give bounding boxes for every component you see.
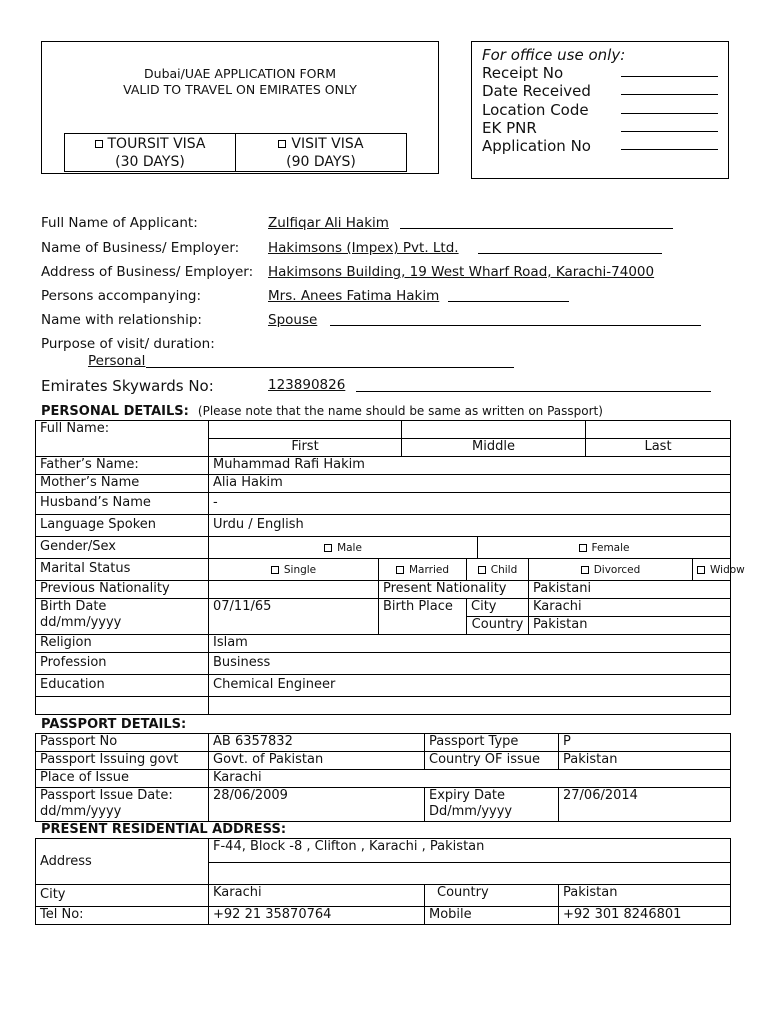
- checkbox-icon[interactable]: [581, 566, 589, 574]
- passport-no-value[interactable]: AB 6357832: [209, 734, 425, 752]
- marital-divorced-option[interactable]: Divorced: [529, 559, 693, 581]
- persons-accompanying-value[interactable]: Mrs. Anees Fatima Hakim: [268, 288, 440, 304]
- last-name-field[interactable]: [586, 421, 731, 439]
- purpose-row: [41, 336, 215, 352]
- location-code-label: Location Code: [482, 100, 589, 119]
- religion-value[interactable]: Islam: [209, 635, 731, 653]
- language-value[interactable]: Urdu / English: [209, 515, 731, 537]
- personal-details-table: [35, 420, 745, 715]
- education-label: Education: [36, 675, 209, 697]
- middle-name-field[interactable]: [402, 421, 586, 439]
- checkbox-icon[interactable]: [95, 140, 103, 148]
- mothers-name-label: Mother’s Name: [36, 475, 209, 493]
- marital-widow-option[interactable]: Widow: [693, 559, 731, 581]
- place-of-issue-value[interactable]: Karachi: [209, 770, 731, 788]
- passport-no-label: Passport No: [36, 734, 209, 752]
- receipt-no-field[interactable]: [621, 64, 718, 77]
- marital-married-option[interactable]: Married: [379, 559, 467, 581]
- tourist-visa-option[interactable]: [65, 134, 235, 171]
- husband-name-value[interactable]: -: [209, 493, 731, 515]
- passport-details-title: PASSPORT DETAILS:: [41, 717, 187, 732]
- issue-date-label: Passport Issue Date: dd/mm/yyyy: [36, 788, 209, 822]
- tourist-visa-label: TOURSIT VISA: [107, 136, 206, 152]
- checkbox-icon[interactable]: [396, 566, 404, 574]
- applicant-name-value[interactable]: Zulfiqar Ali Hakim: [268, 215, 389, 231]
- birth-date-label: Birth Date dd/mm/yyyy: [36, 599, 209, 635]
- tel-value[interactable]: +92 21 35870764: [209, 907, 425, 925]
- birth-city-value[interactable]: Karachi: [529, 599, 731, 617]
- visit-visa-label: VISIT VISA: [291, 136, 364, 152]
- mobile-value[interactable]: +92 301 8246801: [559, 907, 731, 925]
- place-of-issue-label: Place of Issue: [36, 770, 209, 788]
- middle-label: Middle: [402, 439, 586, 457]
- issue-date-value[interactable]: 28/06/2009: [209, 788, 425, 822]
- form-title-line1: Dubai/UAE APPLICATION FORM: [144, 66, 336, 81]
- passport-details-table: [35, 733, 731, 822]
- date-received-label: Date Received: [482, 82, 591, 101]
- application-no-label: Application No: [482, 137, 591, 156]
- blank-row-field[interactable]: [209, 697, 731, 715]
- birth-place-label: Birth Place: [379, 599, 467, 635]
- purpose-value[interactable]: Personal: [88, 353, 146, 369]
- employer-address-value[interactable]: Hakimsons Building, 19 West Wharf Road, Karachi-74000: [268, 264, 655, 280]
- husband-name-label: Husband’s Name: [36, 493, 209, 515]
- checkbox-icon[interactable]: [478, 566, 486, 574]
- skywards-row: [41, 377, 346, 395]
- address-line2-field[interactable]: [209, 863, 731, 885]
- checkbox-icon[interactable]: [278, 140, 286, 148]
- skywards-value[interactable]: 123890826: [268, 377, 346, 393]
- fathers-name-value[interactable]: Muhammad Rafi Hakim: [209, 457, 731, 475]
- issuing-govt-label: Passport Issuing govt: [36, 752, 209, 770]
- form-title-line2: VALID TO TRAVEL ON EMIRATES ONLY: [123, 82, 357, 97]
- personal-details-note: (Please note that the name should be same as written on Passport): [197, 404, 603, 418]
- visit-visa-duration: (90 DAYS): [286, 154, 356, 170]
- residential-address-title: PRESENT RESIDENTIAL ADDRESS:: [41, 822, 287, 837]
- field-label: Persons accompanying:: [41, 288, 202, 304]
- previous-nationality-value[interactable]: [209, 581, 379, 599]
- language-label: Language Spoken: [36, 515, 209, 537]
- address-label: Address: [36, 839, 209, 885]
- checkbox-icon[interactable]: [579, 544, 587, 552]
- country-label: Country: [467, 617, 529, 635]
- education-value[interactable]: Chemical Engineer: [209, 675, 731, 697]
- city-label: City: [467, 599, 529, 617]
- address-value[interactable]: F-44, Block -8 , Clifton , Karachi , Pakistan: [209, 839, 731, 863]
- date-received-field[interactable]: [621, 82, 718, 95]
- country-label: Country: [425, 885, 559, 907]
- ek-pnr-label: EK PNR: [482, 118, 537, 137]
- birth-date-value[interactable]: 07/11/65: [209, 599, 379, 635]
- previous-nationality-label: Previous Nationality: [36, 581, 209, 599]
- marital-child-option[interactable]: Child: [467, 559, 529, 581]
- checkbox-icon[interactable]: [324, 544, 332, 552]
- tel-label: Tel No:: [36, 907, 209, 925]
- present-nationality-label: Present Nationality: [379, 581, 529, 599]
- first-name-field[interactable]: [209, 421, 402, 439]
- form-title: [42, 66, 438, 98]
- profession-value[interactable]: Business: [209, 653, 731, 675]
- relationship-row: [41, 312, 318, 328]
- city-value[interactable]: Karachi: [209, 885, 425, 907]
- field-label: Address of Business/ Employer:: [41, 264, 254, 280]
- marital-single-option[interactable]: Single: [209, 559, 379, 581]
- last-label: Last: [586, 439, 731, 457]
- residential-address-table: [35, 838, 731, 925]
- mothers-name-value[interactable]: Alia Hakim: [209, 475, 731, 493]
- country-of-issue-label: Country OF issue: [425, 752, 559, 770]
- first-label: First: [209, 439, 402, 457]
- issuing-govt-value[interactable]: Govt. of Pakistan: [209, 752, 425, 770]
- ek-pnr-field[interactable]: [621, 119, 718, 132]
- receipt-no-label: Receipt No: [482, 64, 564, 83]
- blank-row-label: [36, 697, 209, 715]
- present-nationality-value[interactable]: Pakistani: [529, 581, 731, 599]
- city-label: City: [36, 885, 209, 907]
- field-label: Full Name of Applicant:: [41, 215, 198, 231]
- visit-visa-option[interactable]: [235, 134, 406, 171]
- country-of-issue-value[interactable]: Pakistan: [559, 752, 731, 770]
- personal-details-title: PERSONAL DETAILS: (Please note that the name should be same as written on Passport): [41, 404, 603, 419]
- field-label: Name with relationship:: [41, 312, 202, 328]
- field-label: Emirates Skywards No:: [41, 377, 214, 395]
- office-title: For office use only:: [482, 46, 626, 64]
- visa-type-options: [64, 133, 407, 172]
- full-name-label: Full Name:: [36, 421, 209, 457]
- gender-male-option[interactable]: Male: [209, 537, 478, 559]
- field-label: Purpose of visit/ duration:: [41, 336, 215, 352]
- full-name-applicant-row: [41, 215, 389, 231]
- employer-address-row: [41, 264, 655, 280]
- gender-female-option[interactable]: Female: [478, 537, 731, 559]
- gender-label: Gender/Sex: [36, 537, 209, 559]
- expiry-date-label: Expiry Date Dd/mm/yyyy: [425, 788, 559, 822]
- form-header: [41, 41, 439, 174]
- application-no-field[interactable]: [621, 137, 718, 150]
- tourist-visa-duration: (30 DAYS): [115, 154, 185, 170]
- employer-name-row: [41, 240, 459, 256]
- fathers-name-label: Father’s Name:: [36, 457, 209, 475]
- checkbox-icon[interactable]: [271, 566, 279, 574]
- birth-country-value[interactable]: Pakistan: [529, 617, 731, 635]
- religion-label: Religion: [36, 635, 209, 653]
- checkbox-icon[interactable]: [697, 566, 705, 574]
- office-use-box: [471, 41, 729, 179]
- country-value[interactable]: Pakistan: [559, 885, 731, 907]
- relationship-value[interactable]: Spouse: [268, 312, 318, 328]
- employer-name-value[interactable]: Hakimsons (Impex) Pvt. Ltd.: [268, 240, 459, 256]
- profession-label: Profession: [36, 653, 209, 675]
- marital-status-label: Marital Status: [36, 559, 209, 581]
- expiry-date-value[interactable]: 27/06/2014: [559, 788, 731, 822]
- field-label: Name of Business/ Employer:: [41, 240, 240, 256]
- mobile-label: Mobile: [425, 907, 559, 925]
- passport-type-label: Passport Type: [425, 734, 559, 752]
- persons-accompanying-row: [41, 288, 440, 304]
- location-code-field[interactable]: [621, 101, 718, 114]
- passport-type-value[interactable]: P: [559, 734, 731, 752]
